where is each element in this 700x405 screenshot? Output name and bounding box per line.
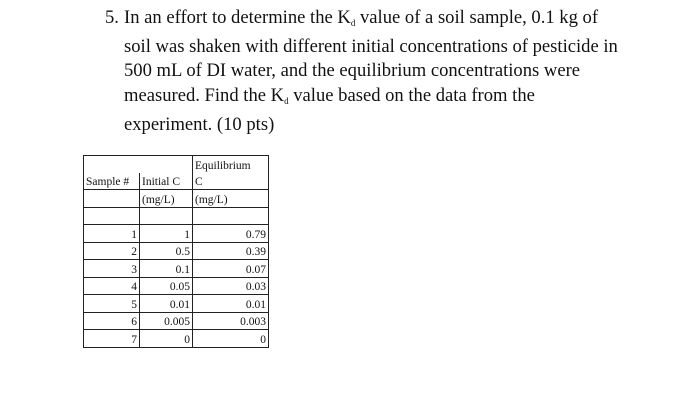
units-row <box>84 190 269 208</box>
data-table <box>83 155 269 348</box>
initial-concentration-cell: 0.5 <box>140 242 193 260</box>
table-row <box>84 260 269 278</box>
problem-text: In an effort to determine the $K_d$ value of a soil sample, 0.1 kg of soil was shaken with different initial concentrations of pesticide in 500 mL of DI water, and the equilibrium concentrations were measured. Find the $K_d$ value based on the data from the experiment. (10 pts) <box>124 7 618 135</box>
equilibrium-concentration-cell: 0.03 <box>193 277 269 295</box>
subscript-d: d <box>284 95 289 106</box>
sample-cell: 3 <box>84 260 140 278</box>
equilibrium-concentration-cell: 0.003 <box>193 312 269 330</box>
initial-concentration-cell: 0.1 <box>140 260 193 278</box>
header-equilibrium: Equilibrium <box>193 156 269 173</box>
header-sample: Sample # <box>84 173 140 190</box>
header-row-2 <box>84 173 269 190</box>
sample-cell: 6 <box>84 312 140 330</box>
problem-statement <box>105 6 625 137</box>
header-initial: Initial C <box>140 173 193 190</box>
sample-cell: 4 <box>84 277 140 295</box>
sample-cell: 7 <box>84 330 140 348</box>
initial-concentration-cell: 0.05 <box>140 277 193 295</box>
table-row <box>84 330 269 348</box>
blank-row <box>84 207 269 225</box>
sample-cell: 5 <box>84 295 140 313</box>
initial-concentration-cell: 0 <box>140 330 193 348</box>
header-row-1 <box>84 156 269 173</box>
table-row <box>84 242 269 260</box>
table-row <box>84 295 269 313</box>
equilibrium-concentration-cell: 0 <box>193 330 269 348</box>
initial-concentration-cell: 1 <box>140 225 193 243</box>
equilibrium-concentration-cell: 0.39 <box>193 242 269 260</box>
initial-concentration-cell: 0.005 <box>140 312 193 330</box>
initial-concentration-cell: 0.01 <box>140 295 193 313</box>
table-row <box>84 277 269 295</box>
equilibrium-concentration-cell: 0.07 <box>193 260 269 278</box>
equilibrium-concentration-cell: 0.79 <box>193 225 269 243</box>
table-row <box>84 225 269 243</box>
sample-cell: 1 <box>84 225 140 243</box>
unit-equilibrium: (mg/L) <box>193 190 269 208</box>
unit-initial: (mg/L) <box>140 190 193 208</box>
sample-cell: 2 <box>84 242 140 260</box>
equilibrium-concentration-cell: 0.01 <box>193 295 269 313</box>
header-equilibrium-c: C <box>193 173 269 190</box>
problem-number: 5. <box>105 7 119 28</box>
subscript-d: d <box>350 18 356 28</box>
table-row <box>84 312 269 330</box>
